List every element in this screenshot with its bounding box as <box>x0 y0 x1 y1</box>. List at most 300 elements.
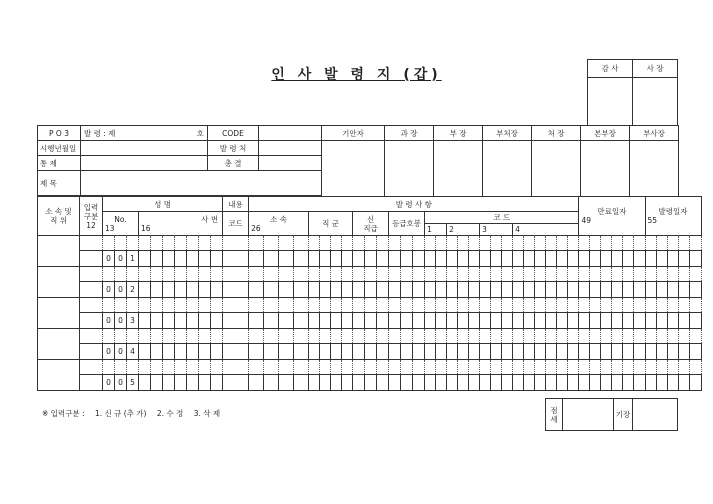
blank-cell[interactable] <box>447 360 458 375</box>
input-cell[interactable] <box>678 251 689 267</box>
blank-cell[interactable] <box>469 236 480 251</box>
input-cell[interactable] <box>377 344 389 360</box>
input-cell[interactable] <box>249 344 264 360</box>
blank-cell[interactable] <box>223 360 249 375</box>
blank-cell[interactable] <box>413 360 425 375</box>
input-cell[interactable] <box>480 313 491 329</box>
blank-cell[interactable] <box>656 236 667 251</box>
blank-cell[interactable] <box>535 298 546 313</box>
input-cell[interactable] <box>199 282 211 298</box>
blank-cell[interactable] <box>249 329 264 344</box>
input-cell[interactable] <box>623 282 634 298</box>
blank-cell[interactable] <box>458 298 469 313</box>
input-cell[interactable] <box>151 313 163 329</box>
blank-cell[interactable] <box>413 267 425 282</box>
input-cell[interactable] <box>353 375 365 391</box>
blank-cell[interactable] <box>294 329 309 344</box>
blank-cell[interactable] <box>163 360 175 375</box>
blank-cell[interactable] <box>320 329 331 344</box>
president-sign-cell[interactable] <box>633 78 678 126</box>
blank-cell[interactable] <box>353 329 365 344</box>
blank-cell[interactable] <box>309 298 320 313</box>
input-cell[interactable] <box>279 375 294 391</box>
input-cell[interactable] <box>546 282 557 298</box>
blank-cell[interactable] <box>645 267 656 282</box>
input-cell[interactable] <box>139 344 151 360</box>
blank-cell[interactable] <box>447 329 458 344</box>
code-value-cell[interactable] <box>259 126 322 141</box>
blank-cell[interactable] <box>377 298 389 313</box>
input-cell[interactable] <box>689 282 701 298</box>
effective-date-cell[interactable] <box>81 141 208 156</box>
blank-cell[interactable] <box>612 329 623 344</box>
input-cell[interactable] <box>223 344 249 360</box>
row-number-digit[interactable]: 0 <box>103 313 115 329</box>
blank-cell[interactable] <box>524 267 535 282</box>
input-cell[interactable] <box>249 313 264 329</box>
blank-cell[interactable] <box>513 329 524 344</box>
input-cell[interactable] <box>491 344 502 360</box>
input-cell[interactable] <box>546 344 557 360</box>
input-cell[interactable] <box>389 282 401 298</box>
input-cell[interactable] <box>469 282 480 298</box>
input-cell[interactable] <box>491 313 502 329</box>
input-cell[interactable] <box>223 251 249 267</box>
blank-cell[interactable] <box>353 298 365 313</box>
blank-cell[interactable] <box>103 360 115 375</box>
blank-cell[interactable] <box>115 298 127 313</box>
input-cell[interactable] <box>612 344 623 360</box>
total-cell[interactable] <box>259 156 322 171</box>
blank-cell[interactable] <box>447 298 458 313</box>
signer-stamp-cell[interactable] <box>434 141 483 197</box>
blank-cell[interactable] <box>187 298 199 313</box>
blank-cell[interactable] <box>294 298 309 313</box>
input-cell[interactable] <box>249 375 264 391</box>
input-cell[interactable] <box>309 375 320 391</box>
input-cell[interactable] <box>279 344 294 360</box>
row-number-digit[interactable]: 3 <box>127 313 139 329</box>
blank-cell[interactable] <box>80 360 103 375</box>
blank-cell[interactable] <box>678 236 689 251</box>
input-cell[interactable] <box>645 375 656 391</box>
input-cell[interactable] <box>320 375 331 391</box>
input-cell[interactable] <box>353 313 365 329</box>
input-cell[interactable] <box>502 375 513 391</box>
blank-cell[interactable] <box>656 329 667 344</box>
input-cell[interactable] <box>623 344 634 360</box>
blank-cell[interactable] <box>623 267 634 282</box>
input-cell[interactable] <box>447 344 458 360</box>
row-number-digit[interactable]: 0 <box>103 282 115 298</box>
blank-cell[interactable] <box>353 267 365 282</box>
input-cell[interactable] <box>656 375 667 391</box>
input-cell[interactable] <box>187 375 199 391</box>
input-cell[interactable] <box>524 313 535 329</box>
blank-cell[interactable] <box>127 236 139 251</box>
input-cell[interactable] <box>294 344 309 360</box>
row-number-digit[interactable]: 0 <box>115 313 127 329</box>
input-cell[interactable] <box>279 282 294 298</box>
input-cell[interactable] <box>502 344 513 360</box>
signer-stamp-cell[interactable] <box>322 141 385 197</box>
blank-cell[interactable] <box>502 329 513 344</box>
signer-stamp-cell[interactable] <box>532 141 581 197</box>
blank-cell[interactable] <box>436 360 447 375</box>
input-cell[interactable] <box>678 375 689 391</box>
blank-cell[interactable] <box>309 267 320 282</box>
input-cell[interactable] <box>199 375 211 391</box>
blank-cell[interactable] <box>689 236 701 251</box>
blank-cell[interactable] <box>294 236 309 251</box>
input-cell[interactable] <box>331 251 342 267</box>
blank-cell[interactable] <box>309 360 320 375</box>
blank-cell[interactable] <box>513 267 524 282</box>
input-cell[interactable] <box>365 375 377 391</box>
blank-cell[interactable] <box>187 329 199 344</box>
blank-cell[interactable] <box>425 329 436 344</box>
blank-cell[interactable] <box>175 360 187 375</box>
blank-cell[interactable] <box>199 236 211 251</box>
input-cell[interactable] <box>689 313 701 329</box>
blank-cell[interactable] <box>249 236 264 251</box>
blank-cell[interactable] <box>557 329 568 344</box>
blank-cell[interactable] <box>264 267 279 282</box>
blank-cell[interactable] <box>127 360 139 375</box>
input-cell[interactable] <box>175 251 187 267</box>
input-cell[interactable] <box>601 344 612 360</box>
input-cell[interactable] <box>413 282 425 298</box>
row-number-digit[interactable]: 0 <box>115 344 127 360</box>
blank-cell[interactable] <box>264 298 279 313</box>
input-cell[interactable] <box>365 313 377 329</box>
row-number-digit[interactable]: 1 <box>127 251 139 267</box>
input-cell[interactable] <box>557 313 568 329</box>
input-cell[interactable] <box>389 313 401 329</box>
blank-cell[interactable] <box>401 236 413 251</box>
blank-cell[interactable] <box>623 329 634 344</box>
input-cell[interactable] <box>389 375 401 391</box>
blank-cell[interactable] <box>279 267 294 282</box>
blank-cell[interactable] <box>623 236 634 251</box>
input-cell[interactable] <box>249 282 264 298</box>
blank-cell[interactable] <box>502 298 513 313</box>
blank-cell[interactable] <box>249 298 264 313</box>
blank-cell[interactable] <box>546 298 557 313</box>
input-cell[interactable] <box>151 344 163 360</box>
blank-cell[interactable] <box>175 329 187 344</box>
blank-cell[interactable] <box>365 236 377 251</box>
signer-stamp-cell[interactable] <box>483 141 532 197</box>
blank-cell[interactable] <box>115 267 127 282</box>
signer-stamp-cell[interactable] <box>630 141 679 197</box>
blank-cell[interactable] <box>634 298 645 313</box>
dept-position-cell[interactable] <box>38 298 80 329</box>
input-cell[interactable] <box>139 375 151 391</box>
input-cell[interactable] <box>389 344 401 360</box>
blank-cell[interactable] <box>612 267 623 282</box>
blank-cell[interactable] <box>413 236 425 251</box>
input-cell[interactable] <box>187 313 199 329</box>
blank-cell[interactable] <box>458 360 469 375</box>
blank-cell[interactable] <box>469 329 480 344</box>
input-cell[interactable] <box>436 282 447 298</box>
input-cell[interactable] <box>458 282 469 298</box>
input-cell[interactable] <box>377 375 389 391</box>
blank-cell[interactable] <box>667 236 678 251</box>
blank-cell[interactable] <box>546 267 557 282</box>
blank-cell[interactable] <box>211 236 223 251</box>
blank-cell[interactable] <box>223 267 249 282</box>
input-cell[interactable] <box>401 251 413 267</box>
input-cell[interactable] <box>425 375 436 391</box>
input-cell[interactable] <box>447 251 458 267</box>
blank-cell[interactable] <box>353 360 365 375</box>
blank-cell[interactable] <box>187 360 199 375</box>
input-cell[interactable] <box>309 313 320 329</box>
input-cell[interactable] <box>689 344 701 360</box>
blank-cell[interactable] <box>223 298 249 313</box>
blank-cell[interactable] <box>612 236 623 251</box>
entry-kind-cell[interactable] <box>80 313 103 329</box>
input-cell[interactable] <box>524 251 535 267</box>
input-cell[interactable] <box>309 344 320 360</box>
input-cell[interactable] <box>480 251 491 267</box>
input-cell[interactable] <box>480 375 491 391</box>
input-cell[interactable] <box>458 375 469 391</box>
blank-cell[interactable] <box>425 267 436 282</box>
blank-cell[interactable] <box>331 267 342 282</box>
input-cell[interactable] <box>513 375 524 391</box>
blank-cell[interactable] <box>187 267 199 282</box>
input-cell[interactable] <box>279 251 294 267</box>
blank-cell[interactable] <box>401 298 413 313</box>
blank-cell[interactable] <box>413 329 425 344</box>
blank-cell[interactable] <box>436 298 447 313</box>
blank-cell[interactable] <box>579 360 590 375</box>
blank-cell[interactable] <box>436 236 447 251</box>
input-cell[interactable] <box>568 251 579 267</box>
input-cell[interactable] <box>634 251 645 267</box>
dept-position-cell[interactable] <box>38 267 80 298</box>
blank-cell[interactable] <box>458 236 469 251</box>
input-cell[interactable] <box>535 313 546 329</box>
blank-cell[interactable] <box>279 236 294 251</box>
input-cell[interactable] <box>579 313 590 329</box>
blank-cell[interactable] <box>80 329 103 344</box>
blank-cell[interactable] <box>103 267 115 282</box>
input-cell[interactable] <box>425 313 436 329</box>
dept-position-cell[interactable] <box>38 360 80 391</box>
input-cell[interactable] <box>425 282 436 298</box>
blank-cell[interactable] <box>377 360 389 375</box>
blank-cell[interactable] <box>264 360 279 375</box>
blank-cell[interactable] <box>645 329 656 344</box>
blank-cell[interactable] <box>645 298 656 313</box>
input-cell[interactable] <box>590 344 601 360</box>
input-cell[interactable] <box>480 344 491 360</box>
input-cell[interactable] <box>524 375 535 391</box>
row-number-digit[interactable]: 0 <box>103 375 115 391</box>
input-cell[interactable] <box>645 344 656 360</box>
blank-cell[interactable] <box>279 329 294 344</box>
input-cell[interactable] <box>264 251 279 267</box>
blank-cell[interactable] <box>377 236 389 251</box>
blank-cell[interactable] <box>689 329 701 344</box>
input-cell[interactable] <box>331 344 342 360</box>
input-cell[interactable] <box>557 282 568 298</box>
input-cell[interactable] <box>211 375 223 391</box>
blank-cell[interactable] <box>502 267 513 282</box>
entry-kind-cell[interactable] <box>80 251 103 267</box>
input-cell[interactable] <box>557 251 568 267</box>
input-cell[interactable] <box>342 375 353 391</box>
input-cell[interactable] <box>447 282 458 298</box>
blank-cell[interactable] <box>447 267 458 282</box>
input-cell[interactable] <box>645 282 656 298</box>
blank-cell[interactable] <box>80 298 103 313</box>
blank-cell[interactable] <box>480 267 491 282</box>
blank-cell[interactable] <box>389 360 401 375</box>
blank-cell[interactable] <box>546 360 557 375</box>
input-cell[interactable] <box>187 251 199 267</box>
blank-cell[interactable] <box>513 298 524 313</box>
blank-cell[interactable] <box>309 329 320 344</box>
input-cell[interactable] <box>458 344 469 360</box>
issuer-cell[interactable] <box>259 141 322 156</box>
blank-cell[interactable] <box>524 360 535 375</box>
input-cell[interactable] <box>377 313 389 329</box>
input-cell[interactable] <box>211 344 223 360</box>
blank-cell[interactable] <box>377 267 389 282</box>
input-cell[interactable] <box>469 313 480 329</box>
input-cell[interactable] <box>413 375 425 391</box>
blank-cell[interactable] <box>568 360 579 375</box>
order-number-cell[interactable]: 발 령 : 제 호 <box>81 126 208 141</box>
input-cell[interactable] <box>568 375 579 391</box>
input-cell[interactable] <box>667 344 678 360</box>
input-cell[interactable] <box>342 251 353 267</box>
input-cell[interactable] <box>151 375 163 391</box>
input-cell[interactable] <box>579 344 590 360</box>
subject-cell[interactable] <box>81 171 322 196</box>
blank-cell[interactable] <box>294 267 309 282</box>
blank-cell[interactable] <box>279 298 294 313</box>
input-cell[interactable] <box>634 344 645 360</box>
blank-cell[interactable] <box>469 267 480 282</box>
blank-cell[interactable] <box>401 267 413 282</box>
blank-cell[interactable] <box>546 236 557 251</box>
blank-cell[interactable] <box>502 236 513 251</box>
input-cell[interactable] <box>353 344 365 360</box>
input-cell[interactable] <box>175 313 187 329</box>
input-cell[interactable] <box>546 251 557 267</box>
blank-cell[interactable] <box>151 236 163 251</box>
blank-cell[interactable] <box>491 267 502 282</box>
input-cell[interactable] <box>401 313 413 329</box>
input-cell[interactable] <box>678 282 689 298</box>
blank-cell[interactable] <box>480 298 491 313</box>
input-cell[interactable] <box>634 282 645 298</box>
blank-cell[interactable] <box>601 298 612 313</box>
input-cell[interactable] <box>667 282 678 298</box>
blank-cell[interactable] <box>601 267 612 282</box>
entry-kind-cell[interactable] <box>80 344 103 360</box>
blank-cell[interactable] <box>331 329 342 344</box>
input-cell[interactable] <box>365 251 377 267</box>
blank-cell[interactable] <box>623 298 634 313</box>
dept-position-cell[interactable] <box>38 329 80 360</box>
blank-cell[interactable] <box>103 298 115 313</box>
blank-cell[interactable] <box>309 236 320 251</box>
blank-cell[interactable] <box>612 298 623 313</box>
blank-cell[interactable] <box>115 360 127 375</box>
blank-cell[interactable] <box>211 329 223 344</box>
blank-cell[interactable] <box>320 298 331 313</box>
blank-cell[interactable] <box>678 360 689 375</box>
dept-position-cell[interactable] <box>38 236 80 267</box>
blank-cell[interactable] <box>211 298 223 313</box>
blank-cell[interactable] <box>458 329 469 344</box>
input-cell[interactable] <box>634 313 645 329</box>
input-cell[interactable] <box>163 313 175 329</box>
input-cell[interactable] <box>502 282 513 298</box>
blank-cell[interactable] <box>199 329 211 344</box>
input-cell[interactable] <box>447 375 458 391</box>
input-cell[interactable] <box>612 375 623 391</box>
input-cell[interactable] <box>469 375 480 391</box>
blank-cell[interactable] <box>249 267 264 282</box>
blank-cell[interactable] <box>331 236 342 251</box>
input-cell[interactable] <box>579 375 590 391</box>
input-cell[interactable] <box>264 344 279 360</box>
blank-cell[interactable] <box>557 236 568 251</box>
input-cell[interactable] <box>469 344 480 360</box>
input-cell[interactable] <box>249 251 264 267</box>
blank-cell[interactable] <box>139 267 151 282</box>
blank-cell[interactable] <box>601 360 612 375</box>
blank-cell[interactable] <box>447 236 458 251</box>
blank-cell[interactable] <box>389 329 401 344</box>
blank-cell[interactable] <box>601 236 612 251</box>
input-cell[interactable] <box>502 251 513 267</box>
input-cell[interactable] <box>223 375 249 391</box>
row-number-digit[interactable]: 0 <box>115 375 127 391</box>
blank-cell[interactable] <box>524 236 535 251</box>
blank-cell[interactable] <box>623 360 634 375</box>
input-cell[interactable] <box>211 313 223 329</box>
input-cell[interactable] <box>491 375 502 391</box>
input-cell[interactable] <box>294 251 309 267</box>
blank-cell[interactable] <box>458 267 469 282</box>
input-cell[interactable] <box>568 313 579 329</box>
blank-cell[interactable] <box>546 329 557 344</box>
blank-cell[interactable] <box>320 236 331 251</box>
blank-cell[interactable] <box>590 267 601 282</box>
blank-cell[interactable] <box>139 236 151 251</box>
input-cell[interactable] <box>601 375 612 391</box>
blank-cell[interactable] <box>535 329 546 344</box>
blank-cell[interactable] <box>199 298 211 313</box>
blank-cell[interactable] <box>115 329 127 344</box>
blank-cell[interactable] <box>151 329 163 344</box>
input-cell[interactable] <box>294 375 309 391</box>
input-cell[interactable] <box>667 313 678 329</box>
blank-cell[interactable] <box>401 360 413 375</box>
input-cell[interactable] <box>320 344 331 360</box>
input-cell[interactable] <box>513 313 524 329</box>
input-cell[interactable] <box>353 251 365 267</box>
